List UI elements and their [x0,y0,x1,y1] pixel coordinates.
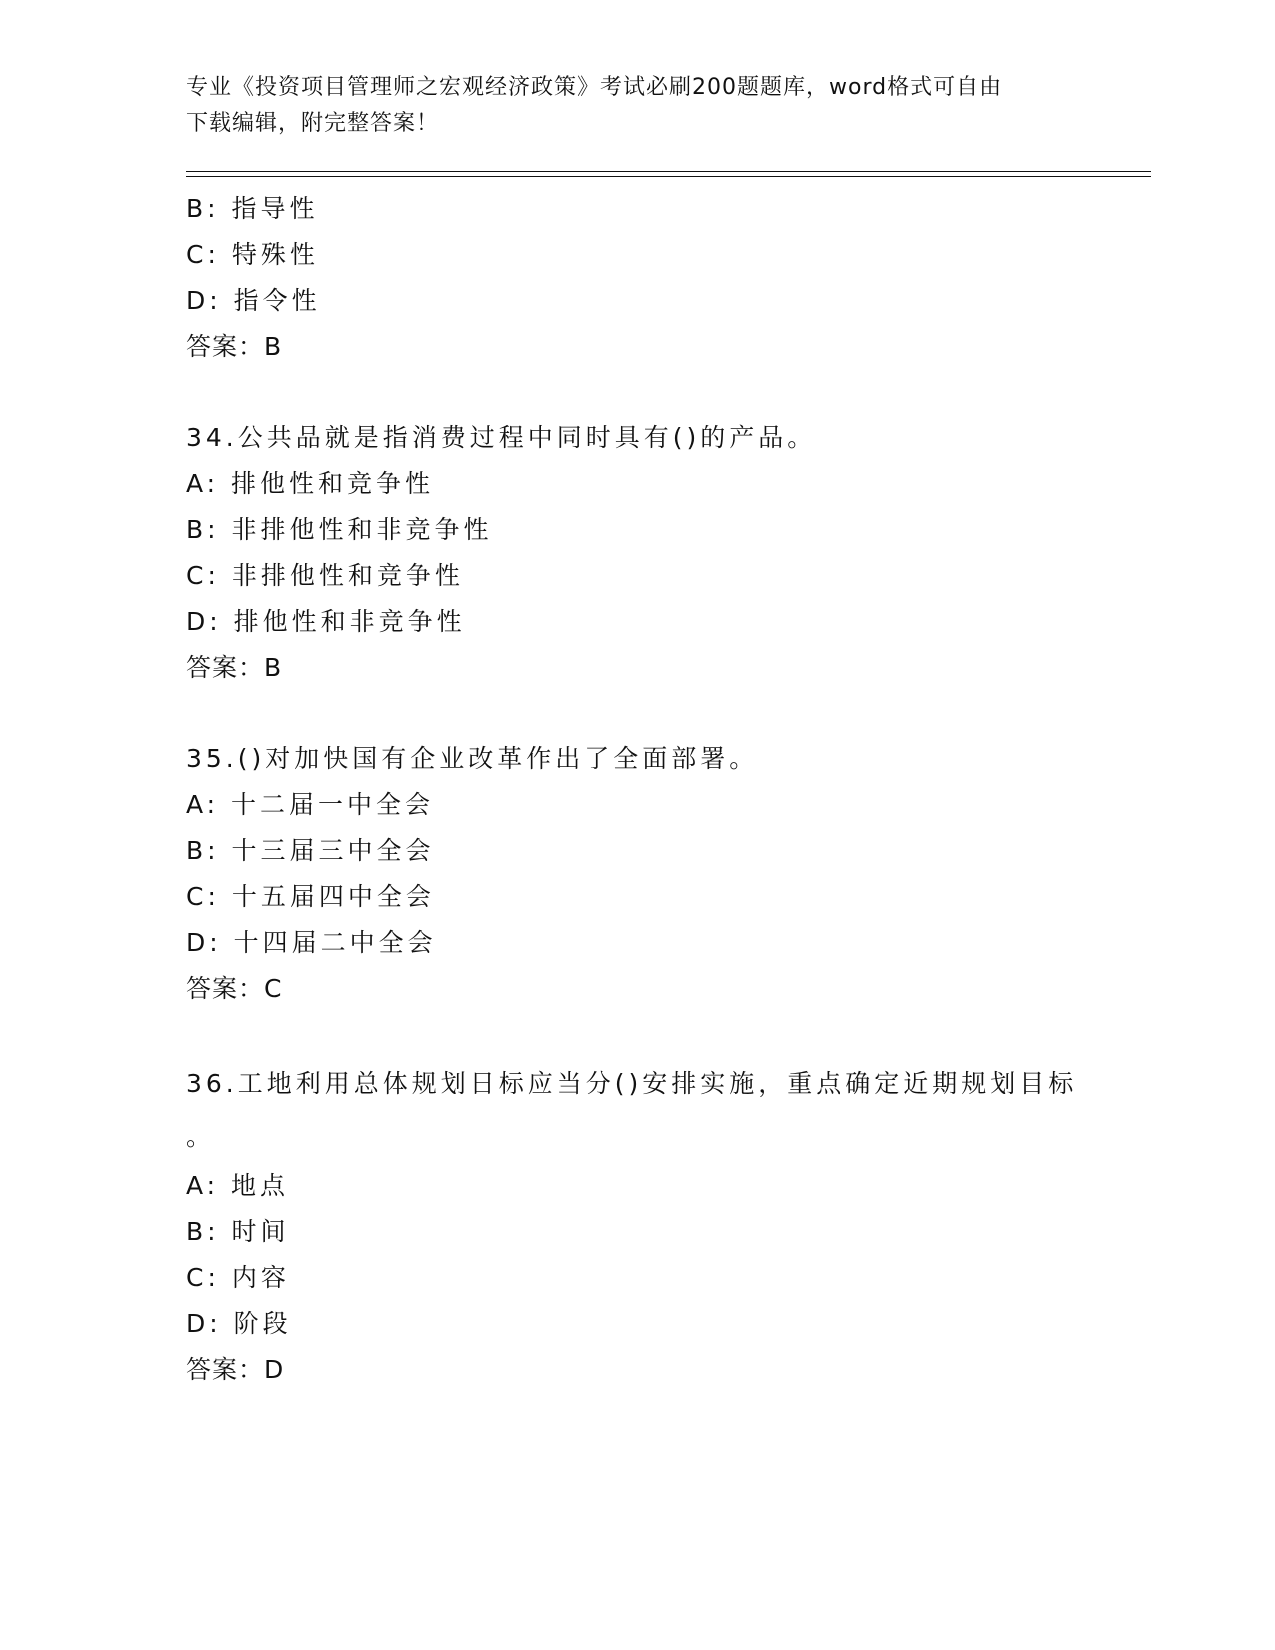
option-c: C: 非排他性和竞争性 [186,561,464,590]
option-a: A: 排他性和竞争性 [186,469,435,498]
question-stem: 34.公共品就是指消费过程中同时具有()的产品。 [186,423,817,452]
question-spacer [186,1012,1086,1057]
answer-label: 答案：D [186,1355,285,1384]
question-list [186,186,1086,1393]
header-divider-top [186,171,1151,172]
question-stem: 35.()对加快国有企业改革作出了全面部署。 [186,744,759,773]
option-b: B: 十三届三中全会 [186,836,435,865]
answer-label: 答案：C [186,974,283,1003]
header-line-1: 专业《投资项目管理师之宏观经济政策》考试必刷200题题库，word格式可自由 [186,75,1003,100]
question-spacer [186,691,1086,736]
header-divider-bottom [186,176,1151,177]
question-spacer [186,370,1086,415]
document-header [186,70,1086,142]
option-a: A: 地点 [186,1171,290,1200]
option-b: B: 时间 [186,1217,290,1246]
question-block [186,736,1086,1012]
option-d: D: 排他性和非竞争性 [186,607,466,636]
option-d: D: 阶段 [186,1309,292,1338]
answer-label: 答案：B [186,653,283,682]
question-block [186,415,1086,691]
header-line-2: 下载编辑，附完整答案！ [186,111,440,136]
question-block [186,1057,1086,1393]
question-block [186,186,1086,370]
question-stem-line-2: 。 [186,1122,216,1151]
question-stem-line-1: 36.工地利用总体规划日标应当分()安排实施，重点确定近期规划目标 [186,1069,1078,1098]
option-b: B: 指导性 [186,194,319,223]
option-c: C: 特殊性 [186,240,319,269]
option-c: C: 内容 [186,1263,290,1292]
question-stem [186,1057,1086,1163]
option-c: C: 十五届四中全会 [186,882,435,911]
option-b: B: 非排他性和非竞争性 [186,515,493,544]
answer-label: 答案：B [186,332,283,361]
option-d: D: 指令性 [186,286,321,315]
option-d: D: 十四届二中全会 [186,928,437,957]
option-a: A: 十二届一中全会 [186,790,435,819]
